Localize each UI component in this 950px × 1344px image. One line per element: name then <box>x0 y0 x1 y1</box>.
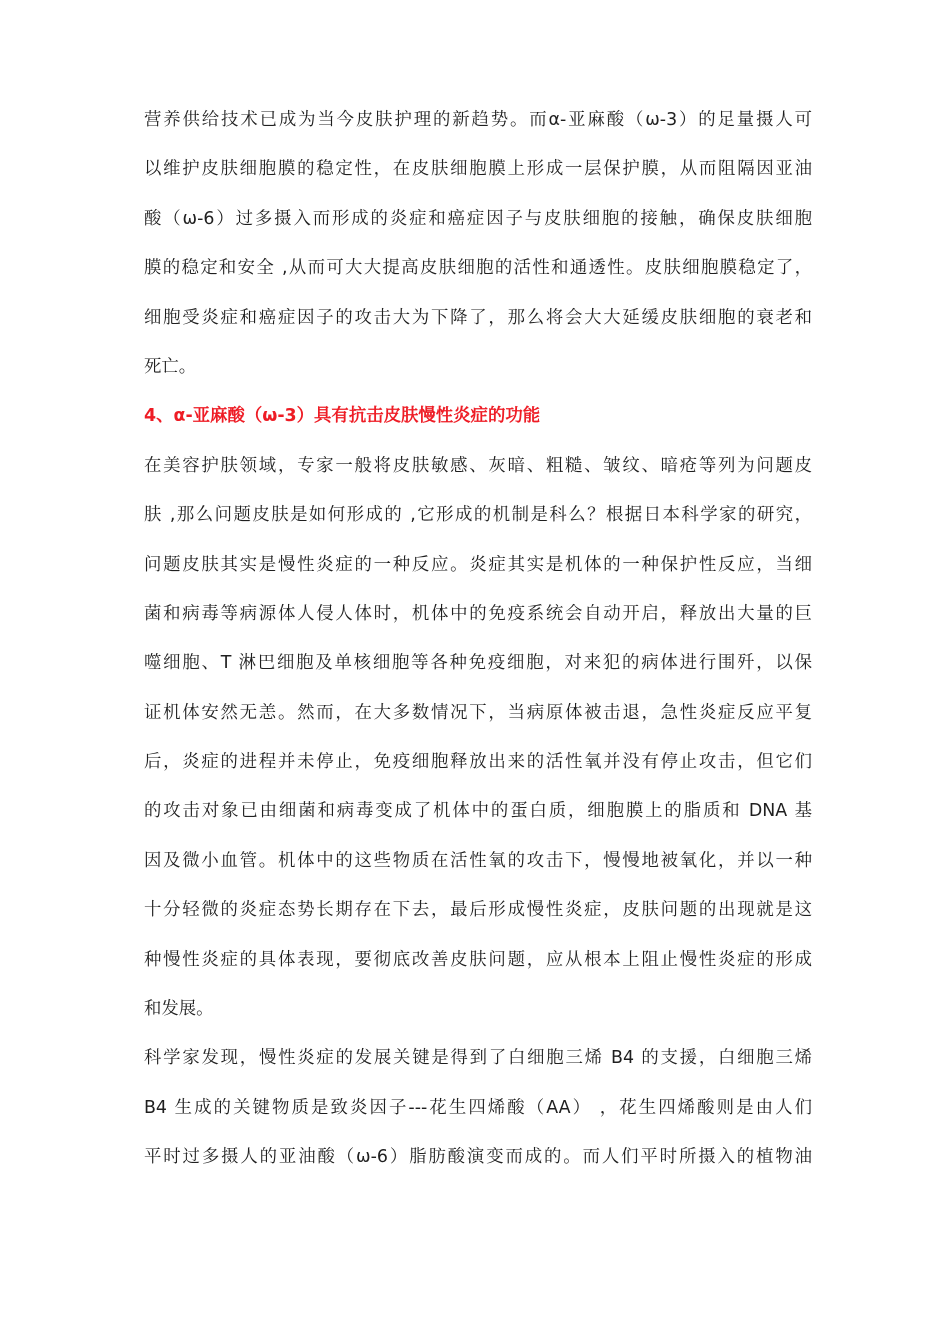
text-line: 死亡。 <box>144 356 197 377</box>
text-line: 菌和病毒等病源体人侵人体时，机体中的免疫系统会自动开启，释放出大量的巨 <box>144 603 812 624</box>
text-line: 因及微小血管。机体中的这些物质在活性氧的攻击下，慢慢地被氧化，并以一种 <box>144 850 812 871</box>
document-body <box>144 96 812 1183</box>
text-line: 酸（ω-6）过多摄入而形成的炎症和癌症因子与皮肤细胞的接触，确保皮肤细胞 <box>144 208 812 229</box>
text-line: 在美容护肤领域，专家一般将皮肤敏感、灰暗、粗糙、皱纹、暗疮等列为问题皮 <box>144 455 812 476</box>
text-line: 肤 ,那么问题皮肤是如何形成的 ,它形成的机制是科么？根据日本科学家的研究， <box>144 505 812 526</box>
text-line: 噬细胞、T 淋巴细胞及单核细胞等各种免疫细胞，对来犯的病体进行围歼，以保 <box>144 653 812 674</box>
text-line: 证机体安然无恙。然而，在大多数情况下，当病原体被击退，急性炎症反应平复 <box>144 702 812 723</box>
text-line: 平时过多摄人的亚油酸（ω-6）脂肪酸演变而成的。而人们平时所摄入的植物油 <box>144 1147 812 1168</box>
text-line: 的攻击对象已由细菌和病毒变成了机体中的蛋白质，细胞膜上的脂质和 DNA 基 <box>144 801 812 822</box>
text-line: 种慢性炎症的具体表现，要彻底改善皮肤问题，应从根本上阻止慢性炎症的形成 <box>144 949 812 970</box>
paragraph-3 <box>144 1034 812 1182</box>
text-line: 细胞受炎症和癌症因子的攻击大为下降了，那么将会大大延缓皮肤细胞的衰老和 <box>144 307 812 328</box>
section-heading-text: 4、α-亚麻酸（ω-3）具有抗击皮肤慢性炎症的功能 <box>144 406 541 427</box>
paragraph-1 <box>144 96 812 392</box>
text-line: 和发展。 <box>144 999 214 1020</box>
text-line: 营养供给技术已成为当今皮肤护理的新趋势。而α-亚麻酸（ω-3）的足量摄人可 <box>144 110 812 130</box>
text-line: 问题皮肤其实是慢性炎症的一种反应。炎症其实是机体的一种保护性反应，当细 <box>144 554 812 575</box>
paragraph-2 <box>144 442 812 1035</box>
section-heading <box>144 392 812 441</box>
text-line: 十分轻微的炎症态势长期存在下去，最后形成慢性炎症，皮肤问题的出现就是这 <box>144 900 812 921</box>
text-line: 科学家发现，慢性炎症的发展关键是得到了白细胞三烯 B4 的支援，白细胞三烯 <box>144 1048 812 1069</box>
text-line: B4 生成的关键物质是致炎因子---花生四烯酸（AA） ，花生四烯酸则是由人们 <box>144 1097 812 1118</box>
text-line: 以维护皮肤细胞膜的稳定性，在皮肤细胞膜上形成一层保护膜，从而阻隔因亚油 <box>144 159 812 180</box>
text-line: 膜的稳定和安全 ,从而可大大提高皮肤细胞的活性和通透性。皮肤细胞膜稳定了， <box>144 258 812 279</box>
text-line: 后，炎症的进程并未停止，免疫细胞释放出来的活性氧并没有停止攻击，但它们 <box>144 752 812 773</box>
